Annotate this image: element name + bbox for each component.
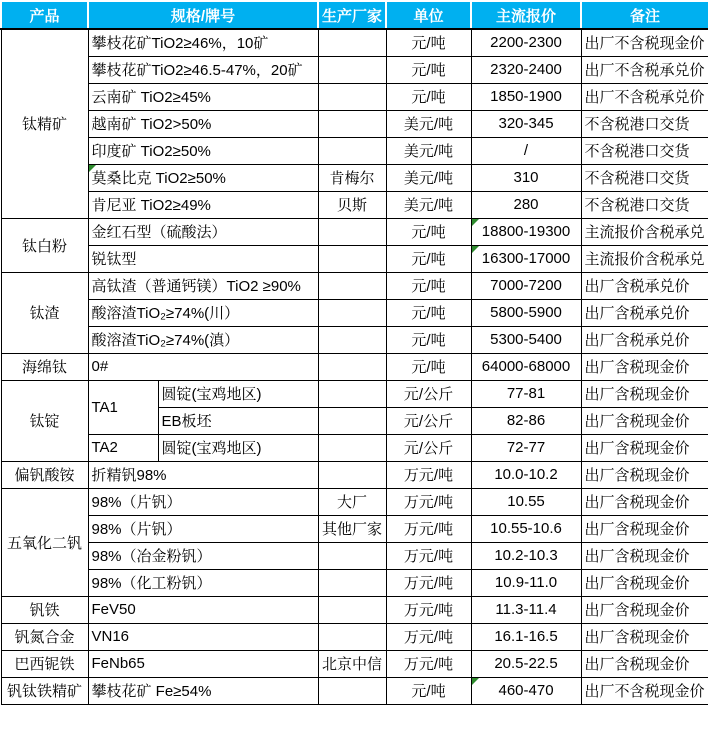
table-row xyxy=(1,191,708,218)
cell-spec: 肯尼亚 TiO2≥49% xyxy=(88,191,318,218)
cell-spec: 98%（化工粉钒） xyxy=(88,569,318,596)
cell-spec: 98%（片钒） xyxy=(88,488,318,515)
cell-mfr xyxy=(318,407,386,434)
cell-price: 11.3-11.4 xyxy=(471,596,581,623)
cell-specA: TA1 xyxy=(88,380,158,434)
cell-remark: 不含税港口交货 xyxy=(581,164,708,191)
cell-price: 320-345 xyxy=(471,110,581,137)
cell-remark: 出厂含税现金价 xyxy=(581,569,708,596)
cell-price: 1850-1900 xyxy=(471,83,581,110)
cell-mfr xyxy=(318,29,386,56)
cell-mfr xyxy=(318,218,386,245)
cell-remark: 出厂含税现金价 xyxy=(581,434,708,461)
table-row xyxy=(1,380,708,407)
cell-mfr xyxy=(318,569,386,596)
cell-specB: EB板坯 xyxy=(158,407,318,434)
cell-mfr: 其他厂家 xyxy=(318,515,386,542)
cell-unit: 万元/吨 xyxy=(386,488,471,515)
cell-spec: 锐钛型 xyxy=(88,245,318,272)
cell-spec: 越南矿 TiO2>50% xyxy=(88,110,318,137)
header-cell-4: 单位 xyxy=(386,1,471,29)
cell-product: 钛白粉 xyxy=(1,218,88,272)
table-row xyxy=(1,515,708,542)
cell-remark: 出厂不含税现金价 xyxy=(581,677,708,704)
cell-mfr: 北京中信 xyxy=(318,650,386,677)
cell-unit: 元/吨 xyxy=(386,218,471,245)
cell-mfr: 贝斯 xyxy=(318,191,386,218)
cell-mfr xyxy=(318,83,386,110)
cell-product: 钛渣 xyxy=(1,272,88,353)
cell-spec: 0# xyxy=(88,353,318,380)
cell-specA: TA2 xyxy=(88,434,158,461)
cell-product: 五氧化二钒 xyxy=(1,488,88,596)
cell-spec: 莫桑比克 TiO2≥50% xyxy=(88,164,318,191)
comment-flag-icon xyxy=(472,246,479,253)
table-row xyxy=(1,353,708,380)
cell-price: 310 xyxy=(471,164,581,191)
cell-spec: 印度矿 TiO2≥50% xyxy=(88,137,318,164)
cell-remark: 出厂含税现金价 xyxy=(581,623,708,650)
comment-flag-icon xyxy=(472,219,479,226)
cell-spec: FeV50 xyxy=(88,596,318,623)
header-cell-6: 备注 xyxy=(581,1,708,29)
table-row xyxy=(1,83,708,110)
table-row xyxy=(1,110,708,137)
cell-product: 钛锭 xyxy=(1,380,88,461)
cell-mfr xyxy=(318,353,386,380)
cell-remark: 出厂含税现金价 xyxy=(581,650,708,677)
cell-mfr xyxy=(318,272,386,299)
cell-unit: 美元/吨 xyxy=(386,164,471,191)
table-row xyxy=(1,218,708,245)
table-row xyxy=(1,677,708,704)
table-row xyxy=(1,299,708,326)
cell-remark: 出厂含税现金价 xyxy=(581,380,708,407)
cell-remark: 出厂含税现金价 xyxy=(581,542,708,569)
cell-remark: 主流报价含税承兑 xyxy=(581,245,708,272)
cell-spec: 金红石型（硫酸法） xyxy=(88,218,318,245)
cell-remark: 不含税港口交货 xyxy=(581,137,708,164)
cell-mfr xyxy=(318,110,386,137)
cell-spec: FeNb65 xyxy=(88,650,318,677)
cell-remark: 出厂含税现金价 xyxy=(581,596,708,623)
cell-price: 7000-7200 xyxy=(471,272,581,299)
cell-price: / xyxy=(471,137,581,164)
cell-specB: 圆锭(宝鸡地区) xyxy=(158,380,318,407)
cell-mfr: 大厂 xyxy=(318,488,386,515)
cell-price: 16.1-16.5 xyxy=(471,623,581,650)
cell-remark: 出厂含税承兑价 xyxy=(581,326,708,353)
cell-unit: 美元/吨 xyxy=(386,137,471,164)
table-row xyxy=(1,488,708,515)
cell-spec: 攀枝花矿TiO2≥46.5-47%，20矿 xyxy=(88,56,318,83)
cell-unit: 元/吨 xyxy=(386,56,471,83)
cell-unit: 元/公斤 xyxy=(386,434,471,461)
cell-mfr xyxy=(318,461,386,488)
cell-mfr xyxy=(318,137,386,164)
table-row xyxy=(1,542,708,569)
cell-unit: 万元/吨 xyxy=(386,515,471,542)
cell-remark: 出厂含税现金价 xyxy=(581,407,708,434)
cell-price: 77-81 xyxy=(471,380,581,407)
cell-price: 10.55 xyxy=(471,488,581,515)
cell-spec: 98%（冶金粉钒） xyxy=(88,542,318,569)
header-row xyxy=(1,1,708,29)
cell-remark: 出厂不含税现金价 xyxy=(581,29,708,56)
cell-spec: 98%（片钒） xyxy=(88,515,318,542)
cell-unit: 元/公斤 xyxy=(386,380,471,407)
table-row xyxy=(1,326,708,353)
cell-mfr xyxy=(318,299,386,326)
cell-product: 钒铁 xyxy=(1,596,88,623)
cell-remark: 出厂含税现金价 xyxy=(581,353,708,380)
cell-spec: 酸溶渣TiO₂≥74%(滇） xyxy=(88,326,318,353)
cell-price: 280 xyxy=(471,191,581,218)
cell-price: 16300-17000 xyxy=(471,245,581,272)
cell-unit: 元/吨 xyxy=(386,677,471,704)
cell-price: 10.55-10.6 xyxy=(471,515,581,542)
cell-unit: 美元/吨 xyxy=(386,110,471,137)
cell-mfr xyxy=(318,245,386,272)
cell-price: 18800-19300 xyxy=(471,218,581,245)
cell-unit: 万元/吨 xyxy=(386,596,471,623)
cell-mfr xyxy=(318,56,386,83)
cell-unit: 元/吨 xyxy=(386,326,471,353)
cell-spec: 折精钒98% xyxy=(88,461,318,488)
cell-price: 10.0-10.2 xyxy=(471,461,581,488)
cell-unit: 万元/吨 xyxy=(386,542,471,569)
header-cell-5: 主流报价 xyxy=(471,1,581,29)
cell-remark: 出厂含税现金价 xyxy=(581,488,708,515)
cell-product: 巴西铌铁 xyxy=(1,650,88,677)
table-row xyxy=(1,434,708,461)
table-row xyxy=(1,623,708,650)
cell-remark: 出厂含税承兑价 xyxy=(581,299,708,326)
cell-unit: 元/吨 xyxy=(386,299,471,326)
cell-price: 20.5-22.5 xyxy=(471,650,581,677)
cell-unit: 元/公斤 xyxy=(386,407,471,434)
table-row xyxy=(1,461,708,488)
cell-product: 海绵钛 xyxy=(1,353,88,380)
table-row xyxy=(1,29,708,56)
table-row xyxy=(1,596,708,623)
table-row xyxy=(1,569,708,596)
cell-remark: 主流报价含税承兑 xyxy=(581,218,708,245)
cell-mfr xyxy=(318,380,386,407)
cell-remark: 出厂不含税承兑价 xyxy=(581,56,708,83)
cell-remark: 出厂不含税承兑价 xyxy=(581,83,708,110)
cell-product: 钒氮合金 xyxy=(1,623,88,650)
table-row xyxy=(1,245,708,272)
header-cell-2: 规格/牌号 xyxy=(88,1,318,29)
cell-price: 72-77 xyxy=(471,434,581,461)
cell-price: 10.9-11.0 xyxy=(471,569,581,596)
header-cell-3: 生产厂家 xyxy=(318,1,386,29)
cell-unit: 元/吨 xyxy=(386,353,471,380)
cell-mfr: 肯梅尔 xyxy=(318,164,386,191)
cell-mfr xyxy=(318,542,386,569)
cell-unit: 元/吨 xyxy=(386,245,471,272)
cell-unit: 元/吨 xyxy=(386,272,471,299)
cell-spec: VN16 xyxy=(88,623,318,650)
table-row xyxy=(1,650,708,677)
cell-price: 2320-2400 xyxy=(471,56,581,83)
table-row xyxy=(1,272,708,299)
cell-price: 460-470 xyxy=(471,677,581,704)
table-row xyxy=(1,137,708,164)
cell-spec: 攀枝花矿TiO2≥46%，10矿 xyxy=(88,29,318,56)
cell-remark: 不含税港口交货 xyxy=(581,191,708,218)
cell-mfr xyxy=(318,596,386,623)
cell-spec: 云南矿 TiO2≥45% xyxy=(88,83,318,110)
cell-unit: 元/吨 xyxy=(386,83,471,110)
cell-price: 82-86 xyxy=(471,407,581,434)
cell-product: 钒钛铁精矿 xyxy=(1,677,88,704)
cell-product: 偏钒酸铵 xyxy=(1,461,88,488)
cell-specB: 圆锭(宝鸡地区) xyxy=(158,434,318,461)
cell-remark: 出厂含税现金价 xyxy=(581,461,708,488)
cell-remark: 出厂含税现金价 xyxy=(581,515,708,542)
cell-spec: 高钛渣（普通钙镁）TiO2 ≥90% xyxy=(88,272,318,299)
cell-unit: 万元/吨 xyxy=(386,569,471,596)
table-body xyxy=(1,29,708,704)
cell-price: 10.2-10.3 xyxy=(471,542,581,569)
cell-spec: 酸溶渣TiO₂≥74%(川） xyxy=(88,299,318,326)
cell-price: 5800-5900 xyxy=(471,299,581,326)
table-row xyxy=(1,164,708,191)
comment-flag-icon xyxy=(472,678,479,685)
cell-spec: 攀枝花矿 Fe≥54% xyxy=(88,677,318,704)
cell-unit: 万元/吨 xyxy=(386,650,471,677)
cell-unit: 元/吨 xyxy=(386,29,471,56)
comment-flag-icon xyxy=(89,165,96,172)
cell-unit: 万元/吨 xyxy=(386,623,471,650)
cell-mfr xyxy=(318,434,386,461)
cell-mfr xyxy=(318,623,386,650)
cell-remark: 出厂含税承兑价 xyxy=(581,272,708,299)
cell-unit: 美元/吨 xyxy=(386,191,471,218)
cell-price: 2200-2300 xyxy=(471,29,581,56)
cell-product: 钛精矿 xyxy=(1,29,88,218)
cell-mfr xyxy=(318,326,386,353)
cell-price: 64000-68000 xyxy=(471,353,581,380)
table-row xyxy=(1,56,708,83)
cell-unit: 万元/吨 xyxy=(386,461,471,488)
cell-mfr xyxy=(318,677,386,704)
cell-price: 5300-5400 xyxy=(471,326,581,353)
cell-remark: 不含税港口交货 xyxy=(581,110,708,137)
header-cell-1: 产品 xyxy=(1,1,88,29)
